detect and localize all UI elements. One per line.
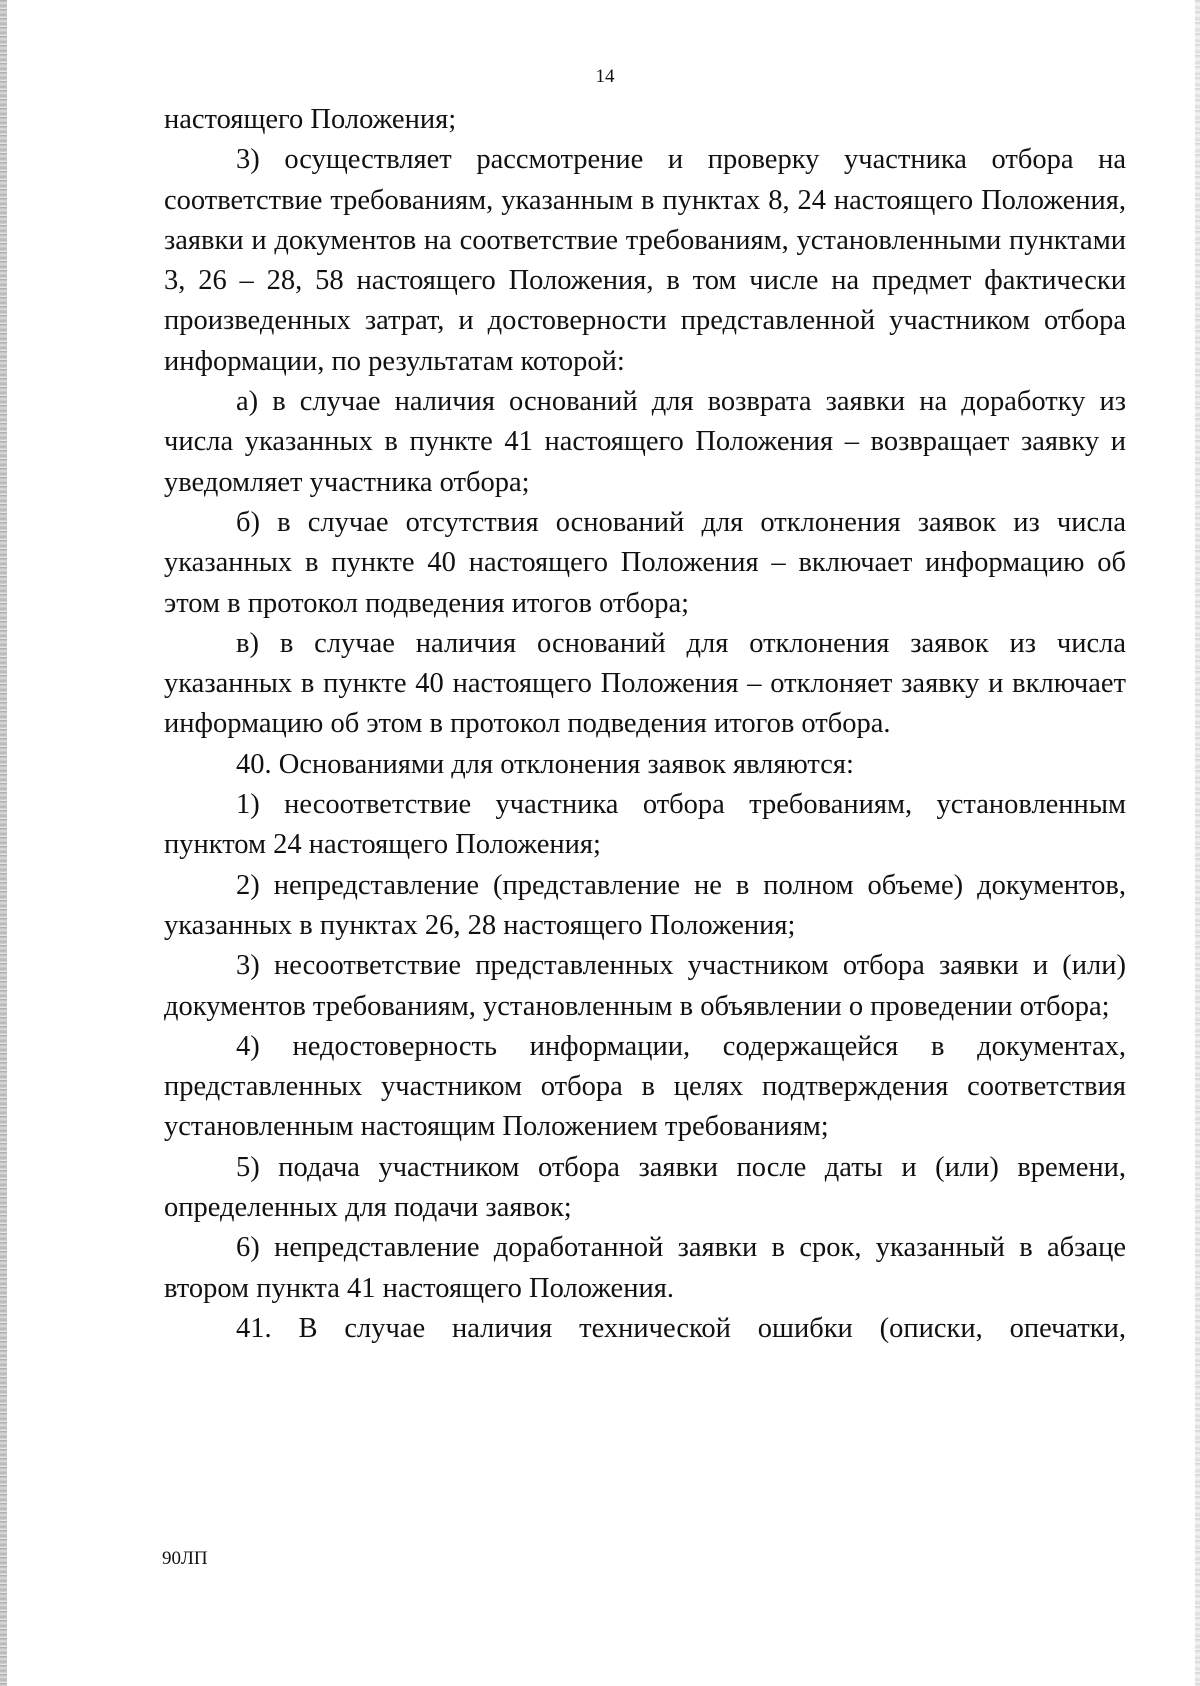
paragraph-40-item-1: 1) несоответствие участника отбора требованиям, установленным пунктом 24 настоящего Положения;	[164, 789, 1126, 861]
paragraph-subitem-v: в) в случае наличия оснований для отклонения заявок из числа указанных в пункте 40 настоящего Положения – отклоняет заявку и включает информацию об этом в протокол подведения итогов отбора.	[164, 627, 1126, 740]
footer-document-code: 90ЛП	[162, 1548, 208, 1569]
paragraph-item-3: 3) осуществляет рассмотрение и проверку участника отбора на соответствие требованиям, указанным в пунктах 8, 24 настоящего Положения, заявки и документов на соответствие требованиям, установленными пунктами 3, 26 – 28, 58 настоящего Положения, в том числе на предмет фактически произведенных затрат, и достоверности представленной участником отбора информации, по результатам которой:	[164, 144, 1126, 377]
paragraph-subitem-b: б) в случае отсутствия оснований для отклонения заявок из числа указанных в пункте 40 настоящего Положения – включает информацию об этом в протокол подведения итогов отбора;	[164, 506, 1126, 619]
paragraph-41-start: 41. В случае наличия технической ошибки (описки, опечатки,	[236, 1312, 1126, 1344]
document-body	[164, 100, 1126, 1349]
paragraph-40-item-2: 2) непредставление (представление не в полном объеме) документов, указанных в пунктах 26, 28 настоящего Положения;	[164, 869, 1126, 941]
paragraph-subitem-a: а) в случае наличия оснований для возврата заявки на доработку из числа указанных в пункте 41 настоящего Положения – возвращает заявку и уведомляет участника отбора;	[164, 386, 1126, 498]
paragraph-40-item-6: 6) непредставление доработанной заявки в срок, указанный в абзаце втором пункта 41 настоящего Положения.	[164, 1232, 1126, 1304]
scan-edge-left	[0, 0, 7, 1686]
page-number: 14	[595, 66, 615, 87]
paragraph-continuation: настоящего Положения;	[164, 104, 457, 135]
paragraph-40-heading: 40. Основаниями для отклонения заявок являются:	[236, 748, 854, 780]
paragraph-40-item-5: 5) подача участником отбора заявки после даты и (или) времени, определенных для подачи заявок;	[164, 1151, 1126, 1224]
paragraph-40-item-4: 4) недостоверность информации, содержащейся в документах, представленных участником отбора в целях подтверждения соответствия установленным настоящим Положением требованиям;	[164, 1030, 1126, 1143]
scan-edge-right	[1195, 0, 1200, 1686]
paragraph-40-item-3: 3) несоответствие представленных участником отбора заявки и (или) документов требованиям, установленным в объявлении о проведении отбора;	[164, 950, 1126, 1022]
